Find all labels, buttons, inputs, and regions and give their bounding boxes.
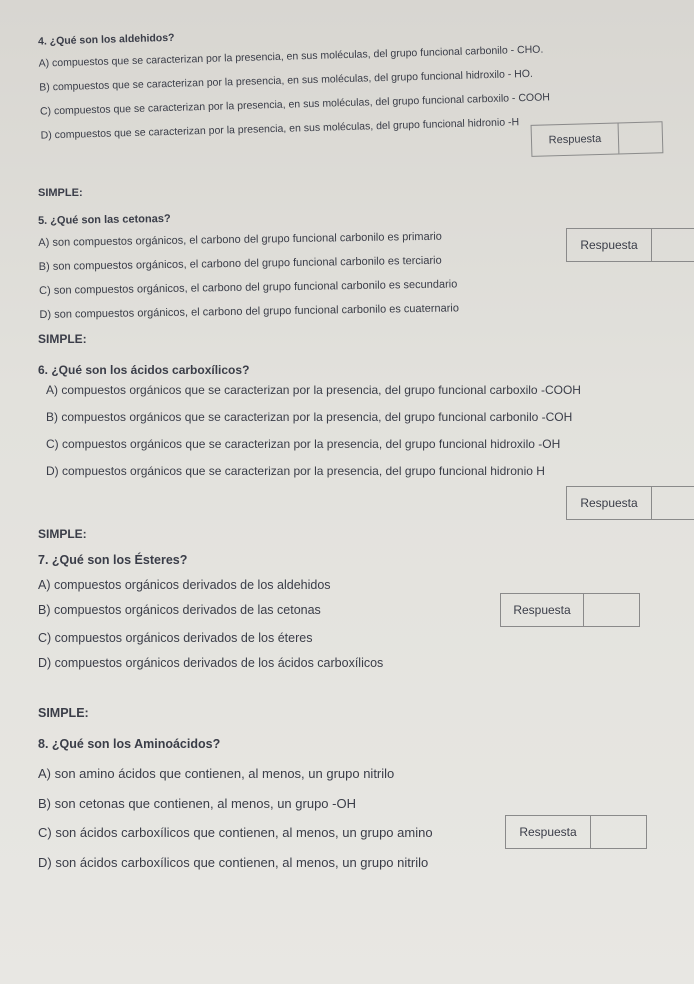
question-7-title: 7. ¿Qué son los Ésteres? [38, 553, 188, 567]
question-5-answer-label: Respuesta [567, 229, 652, 261]
question-7-answer-input[interactable] [584, 594, 639, 626]
question-6-option-d[interactable]: D) compuestos orgánicos que se caracterizan por la presencia, del grupo funcional hidronio H [46, 464, 545, 478]
question-7-option-c[interactable]: C) compuestos orgánicos derivados de los éteres [38, 631, 313, 645]
question-8-option-a[interactable]: A) son amino ácidos que contienen, al menos, un grupo nitrilo [38, 766, 395, 781]
question-4-answer-label: Respuesta [532, 123, 620, 155]
question-7-option-b[interactable]: B) compuestos orgánicos derivados de las cetonas [38, 603, 321, 617]
question-8-option-d[interactable]: D) son ácidos carboxílicos que contienen, al menos, un grupo nitrilo [38, 855, 429, 870]
question-6-title: 6. ¿Qué son los ácidos carboxílicos? [38, 363, 250, 377]
question-5-option-d[interactable]: D) son compuestos orgánicos, el carbono del grupo funcional carbonilo es cuaternario [39, 302, 460, 321]
question-4-answer-box [531, 121, 664, 157]
question-4 [0, 0, 694, 192]
question-8-option-c[interactable]: C) son ácidos carboxílicos que contienen, al menos, un grupo amino [38, 825, 433, 840]
question-6-option-b[interactable]: B) compuestos orgánicos que se caracterizan por la presencia, del grupo funcional carbonilo -COH [46, 410, 573, 424]
question-8-answer-label: Respuesta [506, 816, 591, 848]
question-7-option-a[interactable]: A) compuestos orgánicos derivados de los aldehidos [38, 578, 331, 592]
question-7-answer-label: Respuesta [501, 594, 584, 626]
question-5-option-b[interactable]: B) son compuestos orgánicos, el carbono del grupo funcional carbonilo es terciario [38, 254, 442, 273]
question-8-answer-box [505, 815, 647, 849]
question-6-answer-box [566, 486, 694, 520]
question-7-simple-label: SIMPLE: [38, 706, 89, 720]
question-6-option-a[interactable]: A) compuestos orgánicos que se caracterizan por la presencia, del grupo funcional carboxilo -COOH [46, 383, 581, 397]
question-7-answer-box [500, 593, 640, 627]
question-6-answer-input[interactable] [652, 487, 694, 519]
question-4-answer-input[interactable] [619, 122, 663, 153]
question-5-option-c[interactable]: C) son compuestos orgánicos, el carbono del grupo funcional carbonilo es secundario [39, 278, 458, 297]
question-4-simple-label: SIMPLE: [38, 187, 83, 199]
question-6-option-c[interactable]: C) compuestos orgánicos que se caracterizan por la presencia, del grupo funcional hidroxilo -OH [46, 437, 561, 451]
question-4-option-d[interactable]: D) compuestos que se caracterizan por la presencia, en sus moléculas, del grupo funcional hidronio -H [40, 116, 520, 142]
question-4-option-b[interactable]: B) compuestos que se caracterizan por la presencia, en sus moléculas, del grupo funcional hidroxilo - HO. [39, 67, 534, 94]
question-6-simple-label: SIMPLE: [38, 527, 87, 541]
question-4-title: 4. ¿Qué son los aldehidos? [37, 31, 175, 48]
question-5-answer-input[interactable] [652, 229, 694, 261]
question-5-option-a[interactable]: A) son compuestos orgánicos, el carbono del grupo funcional carbonilo es primario [38, 230, 442, 249]
question-8-option-b[interactable]: B) son cetonas que contienen, al menos, un grupo -OH [38, 796, 356, 811]
question-5-answer-box [566, 228, 694, 262]
question-6-answer-label: Respuesta [567, 487, 652, 519]
question-5-title: 5. ¿Qué son las cetonas? [37, 212, 171, 227]
question-8-answer-input[interactable] [591, 816, 646, 848]
question-7-option-d[interactable]: D) compuestos orgánicos derivados de los ácidos carboxílicos [38, 656, 384, 670]
question-4-option-c[interactable]: C) compuestos que se caracterizan por la presencia, en sus moléculas, del grupo funcional carboxilo - COOH [39, 91, 551, 118]
question-4-option-a[interactable]: A) compuestos que se caracterizan por la presencia, en sus moléculas, del grupo funcional carbonilo - CHO. [38, 43, 544, 70]
question-8-title: 8. ¿Qué son los Aminoácidos? [38, 737, 221, 751]
question-5-simple-label: SIMPLE: [38, 332, 87, 346]
